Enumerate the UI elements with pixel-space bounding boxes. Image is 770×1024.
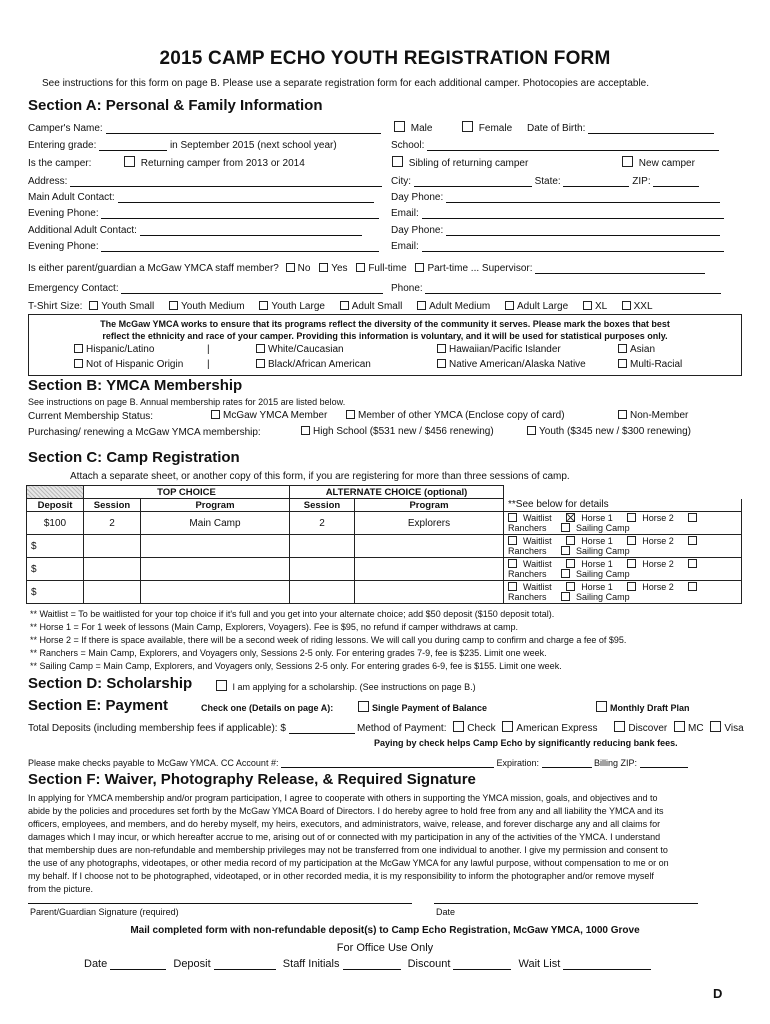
bar-2: |	[207, 359, 210, 370]
waitlist-label: Waitlist	[523, 513, 552, 523]
emergency-phone-row	[391, 283, 721, 294]
hispanic-option[interactable]	[74, 344, 154, 355]
female-label: Female	[478, 123, 513, 134]
signature-date-field[interactable]	[434, 903, 698, 904]
row2-session[interactable]	[84, 535, 141, 558]
email-row	[391, 208, 724, 219]
size-youth-medium-checkbox[interactable]	[169, 301, 178, 310]
asian-option[interactable]	[618, 344, 655, 355]
single-payment-option[interactable]	[358, 701, 487, 713]
purchasing-label: Purchasing/ renewing a McGaw YMCA membership:	[28, 427, 261, 438]
emergency-phone-field[interactable]	[425, 283, 721, 294]
email-2-field[interactable]	[422, 241, 724, 252]
payable-row	[28, 757, 688, 768]
email-2-row	[391, 241, 724, 252]
row2-horse2-checkbox[interactable]	[627, 536, 636, 545]
section-d-heading: Section D: Scholarship	[28, 675, 193, 692]
day-phone-2-row	[391, 225, 720, 236]
visa-label: Visa	[724, 723, 744, 734]
staff-yes-label: Yes	[331, 263, 348, 274]
discover-checkbox[interactable]	[614, 721, 625, 732]
row1-alt-program[interactable]: Explorers	[355, 512, 504, 535]
hispanic-checkbox[interactable]	[74, 344, 83, 353]
amex-checkbox[interactable]	[502, 721, 513, 732]
size-youth-large: Youth Large	[271, 301, 325, 312]
horse2-label: Horse 2	[642, 513, 674, 523]
address-row	[28, 176, 382, 187]
cc-account-field[interactable]	[281, 757, 494, 768]
day-phone-2-field[interactable]	[446, 225, 720, 236]
full-time-label: Full-time	[368, 263, 407, 274]
amex-label: American Express	[516, 723, 598, 734]
size-adult-large-checkbox[interactable]	[505, 301, 514, 310]
row3-program[interactable]	[141, 558, 290, 581]
email-label: Email:	[391, 208, 419, 219]
office-waitlist-label: Wait List	[518, 958, 561, 970]
school-label: School:	[391, 140, 425, 151]
row2-sailing-checkbox[interactable]	[561, 546, 570, 555]
staff-yes-checkbox[interactable]	[319, 263, 328, 272]
size-xxl: XXL	[633, 301, 653, 312]
table-header-top	[27, 486, 742, 499]
row4-sailing-checkbox[interactable]	[561, 592, 570, 601]
staff-question: Is either parent/guardian a McGaw YMCA staff member?	[28, 263, 279, 274]
native-option[interactable]	[437, 359, 586, 370]
waiver-line: In applying for YMCA membership and/or program participation, I agree to cooperate with others in supporting the YMCA mission, goals, and objectives and to	[28, 793, 658, 803]
office-title: For Office Use Only	[336, 942, 434, 954]
row4-ranchers-checkbox[interactable]	[688, 582, 697, 591]
mail-instructions: Mail completed form with non-refundable deposit(s) to Camp Echo Registration, McGaw YMCA, 1000 Grove	[130, 925, 640, 936]
note-waitlist: ** Waitlist = To be waitlisted for your top choice if it's full and you get into your alternate choice; add $50 deposit ($150 deposit total).	[30, 609, 555, 619]
state-label: State:	[534, 176, 561, 187]
additional-contact-field[interactable]	[140, 225, 362, 236]
office-deposit-field[interactable]	[214, 959, 276, 970]
size-adult-medium-checkbox[interactable]	[417, 301, 426, 310]
signature-field[interactable]	[28, 903, 412, 904]
row3-alt-program[interactable]	[355, 558, 504, 581]
check-checkbox[interactable]	[453, 721, 464, 732]
ranchers-label: Ranchers	[508, 592, 547, 602]
high-school-option[interactable]	[301, 426, 494, 437]
campers-name-row	[28, 123, 381, 134]
row3-session[interactable]	[84, 558, 141, 581]
hawaiian-option[interactable]	[437, 344, 561, 355]
hawaiian-label: Hawaiian/Pacific Islander	[449, 344, 561, 355]
sibling-option[interactable]	[392, 156, 528, 169]
size-adult-large: Adult Large	[517, 301, 569, 312]
evening-phone-field[interactable]	[101, 208, 379, 219]
size-xxl-checkbox[interactable]	[622, 301, 631, 310]
row1-horse2-checkbox[interactable]	[627, 513, 636, 522]
full-time-checkbox[interactable]	[356, 263, 365, 272]
youth-option[interactable]	[527, 426, 691, 437]
office-discount-field[interactable]	[453, 959, 511, 970]
table-row	[27, 581, 742, 604]
emergency-phone-label: Phone:	[391, 283, 423, 294]
office-deposit-label: Deposit	[173, 958, 211, 970]
horse1-label: Horse 1	[581, 582, 613, 592]
additional-contact-label: Additional Adult Contact:	[28, 225, 137, 236]
main-contact-field[interactable]	[118, 192, 374, 203]
white-option[interactable]	[256, 344, 344, 355]
male-checkbox[interactable]	[394, 121, 405, 132]
dob-row	[527, 123, 714, 134]
additional-contact-row	[28, 225, 362, 236]
row1-sailing-checkbox[interactable]	[561, 523, 570, 532]
dob-label: Date of Birth:	[527, 123, 586, 134]
black-checkbox[interactable]	[256, 359, 265, 368]
row4-alt-session[interactable]	[290, 581, 355, 604]
row3-waitlist-checkbox[interactable]	[508, 559, 517, 568]
row3-options	[504, 558, 742, 581]
not-hispanic-option[interactable]	[74, 359, 183, 370]
row4-horse1-checkbox[interactable]	[566, 582, 575, 591]
address-label: Address:	[28, 176, 68, 187]
main-contact-row	[28, 192, 374, 203]
waiver-line: officers, employees, and members, and do hereby myself, my heirs, executors, and administrators, waive, release, and forever discharge any and all claims for	[28, 819, 661, 829]
grade-row	[28, 140, 337, 151]
size-youth-small-checkbox[interactable]	[89, 301, 98, 310]
note-ranchers: ** Ranchers = Main Camp, Explorers, and Voyagers only, Sessions 2-5 only. For entering grades 7-9, fee is $235. Limit one week.	[30, 648, 547, 658]
row3-deposit[interactable]: $	[27, 558, 84, 581]
youth-label: Youth ($345 new / $300 renewing)	[539, 426, 691, 437]
part-time-checkbox[interactable]	[415, 263, 424, 272]
multi-label: Multi-Racial	[630, 359, 683, 370]
school-row	[391, 140, 719, 151]
size-adult-small: Adult Small	[351, 301, 403, 312]
top-choice-header: TOP CHOICE	[84, 486, 290, 499]
row3-horse1-checkbox[interactable]	[566, 559, 575, 568]
new-camper-option[interactable]	[622, 156, 695, 169]
state-field[interactable]	[563, 176, 629, 187]
row1-horse1-checkbox[interactable]	[566, 513, 575, 522]
youth-checkbox[interactable]	[527, 426, 536, 435]
size-xl-checkbox[interactable]	[583, 301, 592, 310]
diversity-text-1: The McGaw YMCA works to ensure that its programs reflect the diversity of the community it serves. Please mark the boxes that best	[100, 319, 670, 329]
waiver-line: the use of any photographs, videotapes, or other media record of my participation at the McGaw YMCA for any lawful purpose, without compensation to me or on	[28, 858, 669, 868]
row2-waitlist-checkbox[interactable]	[508, 536, 517, 545]
row4-session[interactable]	[84, 581, 141, 604]
payable-label: Please make checks payable to McGaw YMCA. CC Account #:	[28, 758, 279, 768]
row2-ranchers-checkbox[interactable]	[688, 536, 697, 545]
row1-session[interactable]: 2	[84, 512, 141, 535]
size-youth-large-checkbox[interactable]	[259, 301, 268, 310]
row1-program[interactable]: Main Camp	[141, 512, 290, 535]
see-below-header: **See below for details	[504, 499, 742, 512]
row2-horse1-checkbox[interactable]	[566, 536, 575, 545]
horse2-label: Horse 2	[642, 536, 674, 546]
scholarship-label: I am applying for a scholarship. (See instructions on page B.)	[232, 682, 476, 692]
evening-phone-row	[28, 208, 379, 219]
waiver-line: from the picture.	[28, 884, 94, 894]
white-checkbox[interactable]	[256, 344, 265, 353]
new-camper-checkbox[interactable]	[622, 156, 633, 167]
shaded-cell	[27, 486, 84, 499]
check-label: Check	[467, 723, 496, 734]
female-option[interactable]	[462, 121, 512, 134]
row1-waitlist-checkbox[interactable]	[508, 513, 517, 522]
expiration-label: Expiration:	[496, 758, 540, 768]
attach-note: Attach a separate sheet, or another copy of this form, if you are registering for more than three sessions of camp.	[70, 471, 570, 482]
staff-no-label: No	[297, 263, 311, 274]
row2-program[interactable]	[141, 535, 290, 558]
diversity-text-2: reflect the ethnicity and race of your camper. Providing this information is voluntary, and it will be used for statistical purposes only.	[102, 331, 668, 341]
horse1-label: Horse 1	[581, 559, 613, 569]
evening-phone-2-field[interactable]	[101, 241, 379, 252]
office-staff-field[interactable]	[343, 959, 401, 970]
size-adult-small-checkbox[interactable]	[340, 301, 349, 310]
staff-row	[28, 263, 705, 274]
row1-options	[504, 512, 742, 535]
address-field[interactable]	[70, 176, 382, 187]
page-title: 2015 CAMP ECHO YOUTH REGISTRATION FORM	[159, 48, 611, 69]
waiver-line: abide by the policies and procedures set forth by the McGaw YMCA Board of Directors. I do hereby agree to hold free from any and all liability the YMCA and its	[28, 806, 664, 816]
male-label: Male	[410, 123, 433, 134]
grade-field[interactable]	[99, 140, 167, 151]
note-horse2: ** Horse 2 = If there is space available, there will be a second week of riding lessons. We will call you during camp to confirm and charge a fee of $95.	[30, 635, 627, 645]
emergency-label: Emergency Contact:	[28, 283, 119, 294]
email-field[interactable]	[422, 208, 724, 219]
membership-note: See instructions on page B. Annual membership rates for 2015 are listed below.	[28, 397, 346, 407]
col-program: Program	[141, 499, 290, 512]
row2-deposit[interactable]: $	[27, 535, 84, 558]
waitlist-label: Waitlist	[523, 536, 552, 546]
table-row	[27, 535, 742, 558]
section-a-heading: Section A: Personal & Family Information	[28, 97, 323, 114]
horse1-label: Horse 1	[581, 536, 613, 546]
monthly-draft-label: Monthly Draft Plan	[610, 703, 690, 713]
row2-alt-session[interactable]	[290, 535, 355, 558]
form-instructions: See instructions for this form on page B. Please use a separate registration form for each additional camper. Photocopies are acceptable.	[42, 78, 650, 89]
other-ymca-checkbox[interactable]	[346, 410, 355, 419]
native-label: Native American/Alaska Native	[449, 359, 586, 370]
row4-options	[504, 581, 742, 604]
row3-ranchers-checkbox[interactable]	[688, 559, 697, 568]
total-deposits-row	[28, 723, 355, 734]
camp-registration-table	[26, 485, 742, 604]
other-ymca-option[interactable]	[346, 410, 565, 421]
male-option[interactable]	[394, 121, 432, 134]
not-hispanic-label: Not of Hispanic Origin	[86, 359, 184, 370]
multi-option[interactable]	[618, 359, 682, 370]
zip-field[interactable]	[653, 176, 699, 187]
visa-checkbox[interactable]	[710, 721, 721, 732]
sibling-label: Sibling of returning camper	[408, 158, 529, 169]
office-waitlist-field[interactable]	[563, 959, 651, 970]
main-contact-label: Main Adult Contact:	[28, 192, 115, 203]
alt-choice-header: ALTERNATE CHOICE (optional)	[290, 486, 504, 499]
returning-label: Returning camper from 2013 or 2014	[140, 158, 305, 169]
city-label: City:	[391, 176, 411, 187]
high-school-checkbox[interactable]	[301, 426, 310, 435]
new-camper-label: New camper	[638, 158, 695, 169]
payment-method-row	[357, 721, 744, 734]
evening-phone-2-row	[28, 241, 379, 252]
row4-horse2-checkbox[interactable]	[627, 582, 636, 591]
table-row	[27, 558, 742, 581]
row2-options	[504, 535, 742, 558]
not-hispanic-checkbox[interactable]	[74, 359, 83, 368]
col-alt-program: Program	[355, 499, 504, 512]
signature-label: Parent/Guardian Signature (required)	[30, 907, 179, 917]
part-time-label: Part-time ... Supervisor:	[427, 263, 533, 274]
row3-sailing-checkbox[interactable]	[561, 569, 570, 578]
ymca-member-label: McGaw YMCA Member	[223, 410, 328, 421]
ranchers-label: Ranchers	[508, 546, 547, 556]
evening-phone-label: Evening Phone:	[28, 208, 99, 219]
empty-header	[504, 486, 742, 499]
size-xl: XL	[594, 301, 607, 312]
single-payment-label: Single Payment of Balance	[372, 703, 488, 713]
white-label: White/Caucasian	[268, 344, 344, 355]
hawaiian-checkbox[interactable]	[437, 344, 446, 353]
waiver-line: that membership dues are non-refundable and membership privileges may not be transferred from one individual to another. I give my permission and consent to	[28, 845, 668, 855]
sibling-checkbox[interactable]	[392, 156, 403, 167]
billing-zip-label: Billing ZIP:	[594, 758, 638, 768]
september-label: in September 2015 (next school year)	[169, 140, 337, 151]
day-phone-label: Day Phone:	[391, 192, 444, 203]
horse2-label: Horse 2	[642, 582, 674, 592]
row2-alt-program[interactable]	[355, 535, 504, 558]
monthly-draft-option[interactable]	[596, 701, 690, 713]
col-deposit: Deposit	[27, 499, 84, 512]
other-ymca-label: Member of other YMCA (Enclose copy of card)	[358, 410, 565, 421]
waitlist-label: Waitlist	[523, 582, 552, 592]
sailing-label: Sailing Camp	[576, 569, 630, 579]
signature-date-label: Date	[436, 907, 456, 917]
section-f-heading: Section F: Waiver, Photography Release, & Required Signature	[28, 771, 476, 788]
check-one-label: Check one (Details on page A):	[201, 703, 334, 713]
note-sailing: ** Sailing Camp = Main Camp, Explorers, and Voyagers only, Sessions 2-5 only. For entering grades 6-9, fee is $155. Limit one week.	[30, 661, 562, 671]
sailing-label: Sailing Camp	[576, 592, 630, 602]
row1-deposit[interactable]: $100	[27, 512, 84, 535]
sailing-label: Sailing Camp	[576, 523, 630, 533]
non-member-checkbox[interactable]	[618, 410, 627, 419]
ranchers-label: Ranchers	[508, 569, 547, 579]
returning-option[interactable]	[124, 156, 305, 169]
multi-checkbox[interactable]	[618, 359, 627, 368]
row4-waitlist-checkbox[interactable]	[508, 582, 517, 591]
row3-alt-session[interactable]	[290, 558, 355, 581]
office-staff-label: Staff Initials	[282, 958, 340, 970]
note-horse1: ** Horse 1 = For 1 week of lessons (Main Camp, Explorers, Voyagers). Fee is $95, no refund if camper withdraws at camp.	[30, 622, 518, 632]
mc-label: MC	[688, 723, 704, 734]
hispanic-label: Hispanic/Latino	[86, 344, 155, 355]
sailing-label: Sailing Camp	[576, 546, 630, 556]
city-row	[391, 176, 699, 187]
membership-status-label: Current Membership Status:	[28, 411, 154, 422]
billing-zip-field[interactable]	[640, 757, 688, 768]
row4-alt-program[interactable]	[355, 581, 504, 604]
day-phone-field[interactable]	[446, 192, 720, 203]
emergency-field[interactable]	[121, 283, 383, 294]
horse1-label: Horse 1	[581, 513, 613, 523]
returning-checkbox[interactable]	[124, 156, 135, 167]
tshirt-row	[28, 301, 653, 312]
discover-label: Discover	[628, 723, 668, 734]
day-phone-2-label: Day Phone:	[391, 225, 444, 236]
emergency-row	[28, 283, 383, 294]
section-e-heading: Section E: Payment	[28, 697, 169, 714]
size-youth-medium: Youth Medium	[181, 301, 245, 312]
row1-ranchers-checkbox[interactable]	[688, 513, 697, 522]
monthly-draft-checkbox[interactable]	[596, 701, 607, 712]
expiration-field[interactable]	[542, 757, 592, 768]
email-2-label: Email:	[391, 241, 419, 252]
non-member-option[interactable]	[618, 410, 688, 421]
table-row	[27, 512, 742, 535]
waiver-line: damages which I may incur, or which hereafter accrue to me, arising out of or connected with my participation in any of the activities of the YMCA. I understand	[28, 832, 661, 842]
total-deposits-field[interactable]	[289, 723, 355, 734]
col-session: Session	[84, 499, 141, 512]
horse2-label: Horse 2	[642, 559, 674, 569]
non-member-label: Non-Member	[630, 410, 689, 421]
black-option[interactable]	[256, 359, 371, 370]
high-school-label: High School ($531 new / $456 renewing)	[313, 426, 494, 437]
grade-label: Entering grade:	[28, 140, 97, 151]
waitlist-label: Waitlist	[523, 559, 552, 569]
paying-note: Paying by check helps Camp Echo by significantly reducing bank fees.	[374, 738, 678, 748]
staff-no-checkbox[interactable]	[286, 263, 295, 272]
single-payment-checkbox[interactable]	[358, 701, 369, 712]
ranchers-label: Ranchers	[508, 523, 547, 533]
total-deposits-label: Total Deposits (including membership fees if applicable): $	[28, 723, 286, 734]
campers-name-label: Camper's Name:	[28, 123, 103, 134]
supervisor-field[interactable]	[535, 263, 705, 274]
section-b-heading: Section B: YMCA Membership	[28, 377, 243, 394]
ymca-member-option[interactable]	[211, 410, 327, 421]
section-c-heading: Section C: Camp Registration	[28, 449, 240, 466]
method-label: Method of Payment:	[357, 723, 447, 734]
asian-checkbox[interactable]	[618, 344, 627, 353]
ymca-member-checkbox[interactable]	[211, 410, 220, 419]
dob-field[interactable]	[588, 123, 714, 134]
is-camper-label: Is the camper:	[28, 158, 92, 169]
table-header-columns	[27, 499, 742, 512]
size-youth-small: Youth Small	[101, 301, 155, 312]
office-date-label: Date	[84, 958, 108, 970]
row4-deposit[interactable]: $	[27, 581, 84, 604]
office-row	[84, 958, 651, 970]
scholarship-option[interactable]	[216, 680, 476, 692]
office-date-field[interactable]	[110, 959, 166, 970]
row3-horse2-checkbox[interactable]	[627, 559, 636, 568]
campers-name-field[interactable]	[106, 123, 381, 134]
scholarship-checkbox[interactable]	[216, 680, 227, 691]
evening-phone-2-label: Evening Phone:	[28, 241, 99, 252]
bar-1: |	[207, 344, 210, 355]
zip-label: ZIP:	[632, 176, 651, 187]
asian-label: Asian	[630, 344, 656, 355]
col-alt-session: Session	[290, 499, 355, 512]
female-checkbox[interactable]	[462, 121, 473, 132]
waiver-line: my behalf. If I choose not to be photographed, videotaped, or in other recorded media, it is my responsibility to inform the photographer and/or remove myself	[28, 871, 654, 881]
mc-checkbox[interactable]	[674, 721, 685, 732]
row1-alt-session[interactable]: 2	[290, 512, 355, 535]
native-checkbox[interactable]	[437, 359, 446, 368]
tshirt-label: T-Shirt Size:	[28, 301, 83, 312]
page-letter: D	[713, 986, 723, 1001]
row4-program[interactable]	[141, 581, 290, 604]
size-adult-medium: Adult Medium	[429, 301, 491, 312]
city-field[interactable]	[414, 176, 532, 187]
school-field[interactable]	[427, 140, 719, 151]
black-label: Black/African American	[268, 359, 371, 370]
day-phone-row	[391, 192, 720, 203]
office-discount-label: Discount	[407, 958, 451, 970]
